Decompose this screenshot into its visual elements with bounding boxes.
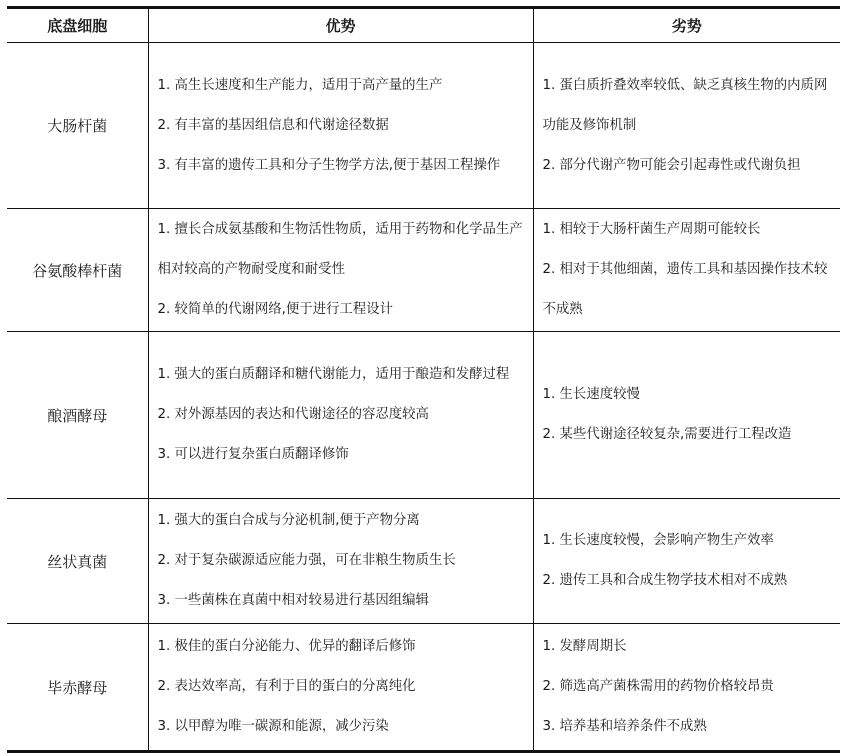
disadvantages-list: [543, 521, 835, 601]
advantage-item: 2. 对外源基因的表达和代谢途径的容忍度较高: [157, 407, 429, 422]
chassis-name: 毕赤酵母: [7, 624, 148, 752]
disadvantages-list: [543, 66, 835, 186]
table-row-saccharomyces: [7, 332, 840, 499]
disadvantages-list: [543, 375, 835, 455]
disadvantage-item: 1. 生长速度较慢，会影响产物生产效率: [542, 533, 774, 548]
chassis-name: 大肠杆菌: [7, 43, 148, 209]
disadvantage-item: 2. 部分代谢产物可能会引起毒性或代谢负担: [542, 157, 801, 173]
disadvantage-item: 2. 某些代谢途径较复杂,需要进行工程改造: [542, 427, 792, 442]
chassis-name: 酿酒酵母: [7, 332, 148, 499]
disadvantage-item: 1. 相较于大肠杆菌生产周期可能较长: [542, 222, 761, 237]
table-row-filamentous-fungi: [7, 499, 840, 624]
advantage-item: 3. 一些菌株在真菌中相对较易进行基因组编辑: [157, 593, 429, 608]
advantage-item: 1. 强大的蛋白合成与分泌机制,便于产物分离: [157, 513, 420, 528]
advantage-item: 3. 以甲醇为唯一碳源和能源，减少污染: [157, 719, 389, 734]
advantage-item: 1. 高生长速度和生产能力，适用于高产量的生产: [157, 77, 443, 93]
advantage-item: 3. 可以进行复杂蛋白质翻译修饰: [157, 447, 349, 462]
chassis-name: 丝状真菌: [7, 499, 148, 624]
disadvantages-cell: [533, 499, 840, 624]
disadvantages-cell: [533, 332, 840, 499]
advantage-item: 2. 对于复杂碳源适应能力强，可在非粮生物质生长: [157, 553, 456, 568]
advantage-item: 3. 有丰富的遗传工具和分子生物学方法,便于基因工程操作: [157, 157, 501, 173]
advantages-list: [158, 355, 527, 475]
disadvantage-item: 1. 发酵周期长: [542, 639, 627, 654]
disadvantage-item: 2. 相对于其他细菌，遗传工具和基因操作技术较不成熟: [542, 262, 828, 317]
header-disadvantages: 劣势: [533, 8, 840, 43]
advantages-cell: [148, 499, 533, 624]
advantage-item: 1. 极佳的蛋白分泌能力、优异的翻译后修饰: [157, 639, 416, 654]
comparison-table: [7, 6, 840, 753]
advantage-item: 2. 较简单的代谢网络,便于进行工程设计: [157, 302, 394, 317]
chassis-name: 谷氨酸棒杆菌: [7, 209, 148, 332]
advantages-cell: [148, 624, 533, 752]
advantage-item: 1. 强大的蛋白质翻译和糖代谢能力，适用于酿造和发酵过程: [157, 367, 510, 382]
table-row-pichia: [7, 624, 840, 752]
disadvantages-cell: [533, 209, 840, 332]
advantages-list: [158, 627, 527, 747]
disadvantage-item: 1. 蛋白质折叠效率较低、缺乏真核生物的内质网功能及修饰机制: [542, 77, 828, 133]
advantages-cell: [148, 209, 533, 332]
disadvantage-item: 1. 生长速度较慢: [542, 387, 640, 402]
disadvantages-list: [543, 210, 835, 330]
disadvantage-item: 2. 遗传工具和合成生物学技术相对不成熟: [542, 573, 788, 588]
header-chassis-cell: 底盘细胞: [7, 8, 148, 43]
disadvantages-cell: [533, 43, 840, 209]
advantages-list: [158, 66, 527, 186]
advantage-item: 2. 表达效率高，有利于目的蛋白的分离纯化: [157, 679, 416, 694]
advantage-item: 1. 擅长合成氨基酸和生物活性物质，适用于药物和化学品生产相对较高的产物耐受度和耐受性: [157, 222, 523, 277]
header-row: [7, 8, 840, 43]
advantages-cell: [148, 332, 533, 499]
disadvantage-item: 2. 筛选高产菌株需用的药物价格较昂贵: [542, 679, 774, 694]
header-advantages: 优势: [148, 8, 533, 43]
disadvantage-item: 3. 培养基和培养条件不成熟: [542, 719, 707, 734]
table-row-corynebacterium: [7, 209, 840, 332]
advantages-list: [158, 210, 527, 330]
table-row-ecoli: [7, 43, 840, 209]
disadvantages-cell: [533, 624, 840, 752]
advantages-cell: [148, 43, 533, 209]
advantages-list: [158, 501, 527, 621]
advantage-item: 2. 有丰富的基因组信息和代谢途径数据: [157, 117, 389, 133]
disadvantages-list: [543, 627, 835, 747]
